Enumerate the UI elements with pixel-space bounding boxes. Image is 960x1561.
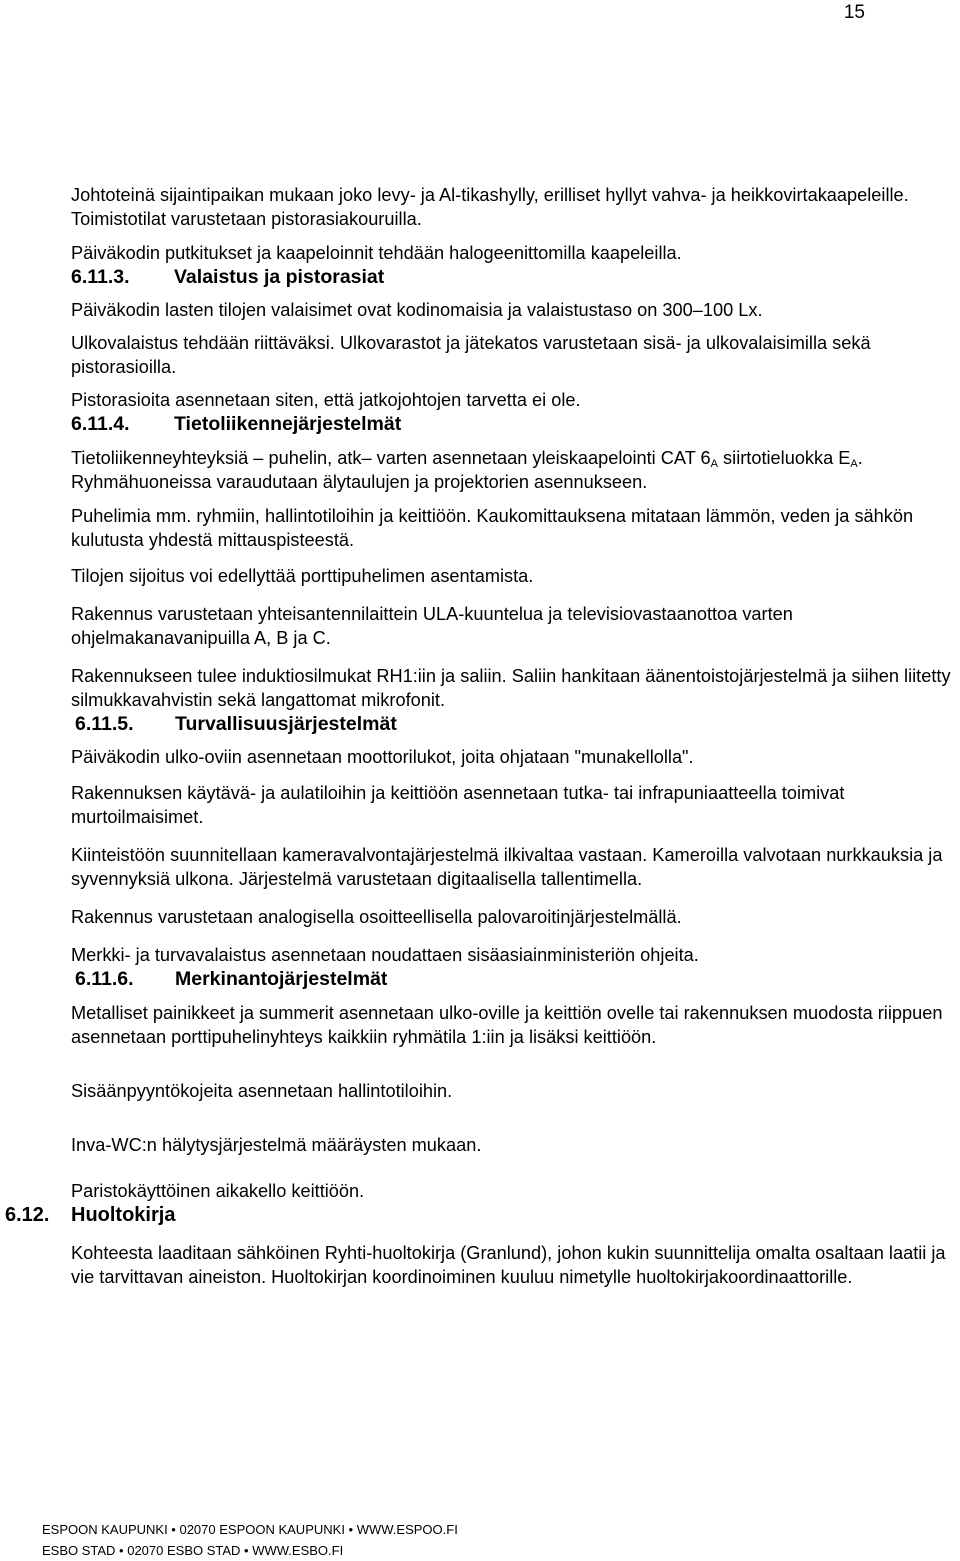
paragraph — [71, 446, 956, 494]
section-title: Merkinantojärjestelmät — [175, 968, 388, 990]
document-body — [5, 183, 956, 1289]
paragraph: Inva-WC:n hälytysjärjestelmä määräysten mukaan. — [71, 1135, 482, 1155]
paragraph: Metalliset painikkeet ja summerit asennetaan ulko-oville ja keittiön ovelle tai rakennuksen muodosta riippuen asennetaan porttipuhelinyhteys kaikkiin ryhmätila 1:iin ja lisäksi keittiöön. — [71, 1003, 943, 1047]
subscript: A — [710, 458, 718, 470]
paragraph: Merkki- ja turvavalaistus asennetaan noudattaen sisäasiainministeriön ohjeita. — [71, 945, 699, 965]
paragraph: Päiväkodin lasten tilojen valaisimet ovat kodinomaisia ja valaistustaso on 300–100 Lx. — [71, 300, 763, 320]
section-heading-6-11-3 — [71, 265, 956, 289]
page-number: 15 — [843, 2, 865, 23]
paragraph: Rakennuksen käytävä- ja aulatiloihin ja keittiöön asennetaan tutka- tai infrapuniaatteella toimivat murtoilmaisimet. — [71, 783, 845, 827]
paragraph: Päiväkodin putkitukset ja kaapeloinnit tehdään halogeenittomilla kaapeleilla. — [71, 243, 682, 263]
paragraph: Kohteesta laaditaan sähköinen Ryhti-huoltokirja (Granlund), johon kukin suunnittelija omalta osaltaan laatii ja vie tarvittavan aineiston. Huoltokirjan koordinoiminen kuuluu nimetylle huoltokirjakoordinaattorille. — [71, 1243, 946, 1287]
section-title: Valaistus ja pistorasiat — [174, 266, 385, 288]
section-heading-6-11-5 — [75, 712, 956, 736]
page-footer — [42, 1519, 458, 1561]
section-number: 6.12. — [5, 1204, 50, 1226]
section-title: Tietoliikennejärjestelmät — [174, 413, 402, 435]
subscript: A — [850, 458, 858, 470]
paragraph: Päiväkodin ulko-oviin asennetaan moottorilukot, joita ohjataan "munakellolla". — [71, 747, 694, 767]
paragraph: Rakennus varustetaan yhteisantennilaittein ULA-kuuntelua ja televisiovastaanottoa varten ohjelmakanavanipuilla A, B ja C. — [71, 604, 793, 648]
footer-line-finnish: ESPOON KAUPUNKI • 02070 ESPOON KAUPUNKI • WWW.ESPOO.FI — [42, 1522, 458, 1537]
section-heading-6-11-4 — [71, 412, 956, 436]
section-number: 6.11.5. — [75, 713, 134, 735]
section-heading-6-11-6 — [75, 967, 956, 991]
section-heading-6-12 — [5, 1203, 956, 1227]
paragraph: Ulkovalaistus tehdään riittäväksi. Ulkovarastot ja jätekatos varustetaan sisä- ja ulkovalaisimilla sekä pistorasioilla. — [71, 333, 871, 377]
section-title: Turvallisuusjärjestelmät — [175, 713, 397, 735]
paragraph: Rakennukseen tulee induktiosilmukat RH1:iin ja saliin. Saliin hankitaan äänentoistojärjestelmä ja siihen liitetty silmukkavahvistin sekä langattomat mikrofonit. — [71, 666, 951, 710]
section-number: 6.11.4. — [71, 413, 130, 435]
text-run: . Ryhmähuoneissa varaudutaan älytaulujen ja projektorien asennukseen. — [71, 448, 863, 492]
text-run: Tietoliikenneyhteyksiä – puhelin, atk– varten asennetaan yleiskaapelointi CAT 6 — [71, 448, 711, 468]
section-number: 6.11.6. — [75, 968, 134, 990]
paragraph: Puhelimia mm. ryhmiin, hallintotiloihin ja keittiöön. Kaukomittauksena mitataan lämmön, veden ja sähkön kulutusta yhdestä mittauspisteestä. — [71, 506, 914, 550]
paragraph: Tilojen sijoitus voi edellyttää porttipuhelimen asentamista. — [71, 566, 534, 586]
paragraph: Kiinteistöön suunnitellaan kameravalvontajärjestelmä ilkivaltaa vastaan. Kameroilla valvotaan nurkkauksia ja syvennyksiä ulkona. Järjestelmä varustetaan digitaalisella tallentimella. — [71, 845, 943, 889]
footer-line-swedish: ESBO STAD • 02070 ESBO STAD • WWW.ESBO.FI — [42, 1543, 344, 1558]
paragraph: Sisäänpyyntökojeita asennetaan hallintotiloihin. — [71, 1081, 453, 1101]
text-run: siirtotieluokka E — [718, 448, 851, 468]
section-number: 6.11.3. — [71, 266, 130, 288]
paragraph: Rakennus varustetaan analogisella osoitteellisella palovaroitinjärjestelmällä. — [71, 907, 682, 927]
section-title: Huoltokirja — [71, 1204, 176, 1226]
paragraph: Johtoteinä sijaintipaikan mukaan joko levy- ja Al-tikashylly, erilliset hyllyt vahva- ja heikkovirtakaapeleille. Toimistotilat varustetaan pistorasiakouruilla. — [71, 185, 909, 229]
paragraph: Pistorasioita asennetaan siten, että jatkojohtojen tarvetta ei ole. — [71, 390, 581, 410]
paragraph: Paristokäyttöinen aikakello keittiöön. — [71, 1181, 365, 1201]
